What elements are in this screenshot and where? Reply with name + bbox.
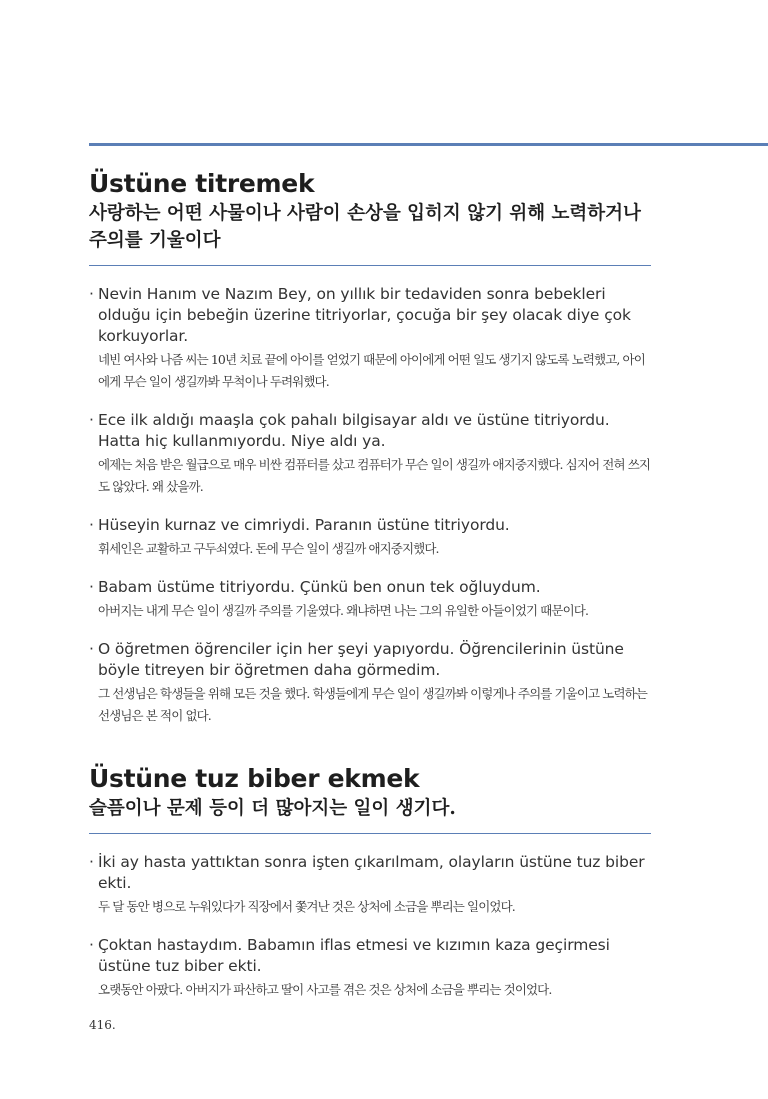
example-turkish: Hüseyin kurnaz ve cimriydi. Paranın üstüne titriyordu.: [98, 516, 510, 534]
bullet: ·: [89, 936, 94, 954]
example-item: [89, 852, 651, 918]
example-item: [89, 284, 651, 393]
entry-title: Üstüne titremek: [89, 169, 315, 198]
example-korean: 그 선생님은 학생들을 위해 모든 것을 했다. 학생들에게 무슨 일이 생길까봐 이렇게나 주의를 기울이고 노력하는 선생님은 본 적이 없다.: [98, 686, 647, 723]
example-turkish: Babam üstüme titriyordu. Çünkü ben onun tek oğluydum.: [98, 578, 541, 596]
section-divider: [89, 833, 651, 834]
entry-meaning: 슬픔이나 문제 등이 더 많아지는 일이 생기다.: [89, 798, 456, 819]
example-korean: 오랫동안 아팠다. 아버지가 파산하고 딸이 사고를 겪은 것은 상처에 소금을 뿌리는 것이었다.: [98, 982, 552, 997]
section-divider: [89, 265, 651, 266]
example-korean: 두 달 동안 병으로 누워있다가 직장에서 쫓겨난 것은 상처에 소금을 뿌리는 일이었다.: [98, 899, 515, 914]
example-turkish: Ece ilk aldığı maaşla çok pahalı bilgisayar aldı ve üstüne titriyordu. Hatta hiç kullanmıyordu. Niye aldı ya.: [98, 411, 610, 450]
bullet: ·: [89, 853, 94, 871]
example-korean: 휘세인은 교활하고 구두쇠였다. 돈에 무슨 일이 생길까 애지중지했다.: [98, 541, 439, 556]
example-item: [89, 935, 651, 1001]
example-item: [89, 410, 651, 498]
example-korean: 에제는 처음 받은 월급으로 매우 비싼 컴퓨터를 샀고 컴퓨터가 무슨 일이 생길까 애지중지했다. 심지어 전혀 쓰지도 않았다. 왜 샀을까.: [98, 457, 651, 494]
example-korean: 아버지는 내게 무슨 일이 생길까 주의를 기울였다. 왜냐하면 나는 그의 유일한 아들이었기 때문이다.: [98, 603, 589, 618]
page-number: 416.: [89, 1018, 116, 1032]
bullet: ·: [89, 640, 94, 658]
bullet: ·: [89, 411, 94, 429]
header-rule: [89, 143, 768, 146]
example-turkish: Çoktan hastaydım. Babamın iflas etmesi ve kızımın kaza geçirmesi üstüne tuz biber ekti.: [98, 936, 610, 975]
example-turkish: İki ay hasta yattıktan sonra işten çıkarılmam, olayların üstüne tuz biber ekti.: [98, 853, 645, 892]
example-item: [89, 515, 651, 560]
entry-usture-titremek: [89, 168, 651, 727]
example-korean: 네빈 여사와 나즘 씨는 10년 치료 끝에 아이를 얻었기 때문에 아이에게 어떤 일도 생기지 않도록 노력했고, 아이에게 무슨 일이 생길까봐 무척이나 두려워했다.: [98, 352, 645, 389]
example-turkish: O öğretmen öğrenciler için her şeyi yapıyordu. Öğrencilerinin üstüne böyle titreyen bir öğretmen daha görmedim.: [98, 640, 624, 679]
entry-meaning: 사랑하는 어떤 사물이나 사람이 손상을 입히지 않기 위해 노력하거나 주의를 기울이다: [89, 203, 641, 251]
example-turkish: Nevin Hanım ve Nazım Bey, on yıllık bir tedaviden sonra bebekleri olduğu için bebeğin üzerine titriyorlar, çocuğa bir şey olacak diye çok korkuyorlar.: [98, 285, 631, 345]
example-item: [89, 639, 651, 727]
entry-title: Üstüne tuz biber ekmek: [89, 764, 420, 793]
example-item: [89, 577, 651, 622]
bullet: ·: [89, 285, 94, 303]
bullet: ·: [89, 578, 94, 596]
entry-ustune-tuz-biber-ekmek: [89, 763, 651, 1001]
page-content: [89, 168, 651, 1018]
bullet: ·: [89, 516, 94, 534]
